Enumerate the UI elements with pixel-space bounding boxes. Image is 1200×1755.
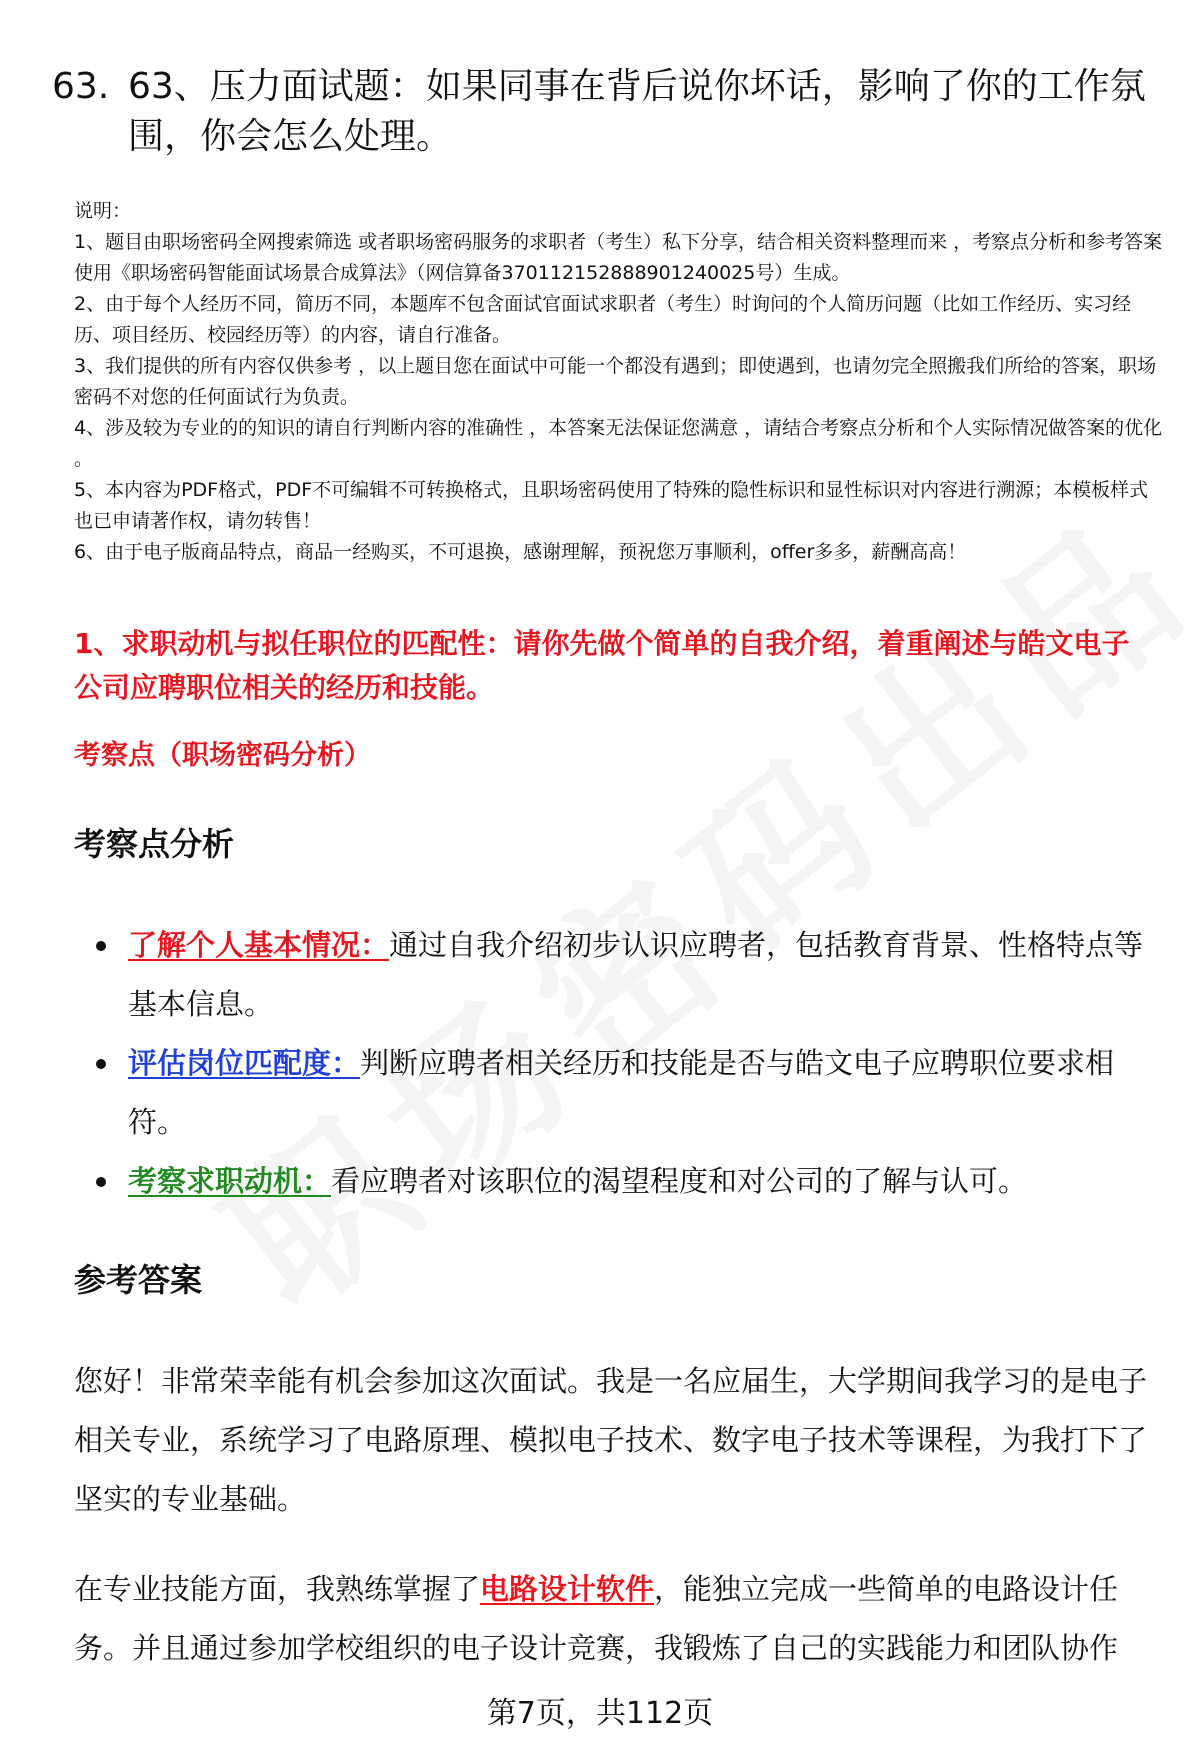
- watermark: [170, 443, 1200, 1353]
- bullet-text: 通过自我介绍初步认识应聘者，包括教育背景、性格特点等基本信息。: [128, 928, 1144, 1021]
- notes-item: 6、由于电子版商品特点，商品一经购买，不可退换，感谢理解，预祝您万事顺利，offer多多，薪酬高高！: [74, 541, 967, 563]
- answer-keyword: 电路设计软件: [480, 1572, 655, 1606]
- list-item: [96, 1034, 1156, 1152]
- answer-paragraph: [74, 1560, 1154, 1678]
- kcd-label: 考察点（职场密码分析）: [74, 740, 371, 771]
- notes-heading: 说明：: [74, 200, 132, 222]
- list-item: [96, 1152, 1156, 1211]
- bullet-text: 判断应聘者相关经历和技能是否与皓文电子应聘职位要求相符。: [128, 1046, 1115, 1139]
- analysis-heading: 考察点分析: [74, 825, 235, 863]
- bullet-keyword: 评估岗位匹配度：: [128, 1046, 361, 1080]
- notes-item: 3、我们提供的所有内容仅供参考 ，以上题目您在面试中可能一个都没有遇到；即使遇到，也请勿完全照搬我们所给的答案，职场密码不对您的任何面试行为负责。: [74, 355, 1157, 408]
- bullet-icon: [96, 941, 106, 951]
- bullet-icon: [96, 1177, 106, 1187]
- notes-item: 4、涉及较为专业的的知识的请自行判断内容的准确性 ，本答案无法保证您满意 ，请结合考察点分析和个人实际情况做答案的优化 。: [74, 417, 1163, 470]
- answer-paragraph: 您好！非常荣幸能有机会参加这次面试。我是一名应届生，大学期间我学习的是电子相关专业，系统学习了电路原理、模拟电子技术、数字电子技术等课程，为我打下了坚实的专业基础。: [74, 1364, 1148, 1516]
- notes-item: 5、本内容为PDF格式，PDF不可编辑不可转换格式，且职场密码使用了特殊的隐性标识和显性标识对内容进行溯源；本模板样式也已申请著作权，请勿转售！: [74, 479, 1149, 532]
- question-title-text: 63、压力面试题：如果同事在背后说你坏话，影响了你的工作氛围，你会怎么处理。: [128, 66, 1146, 157]
- section-title: 1、求职动机与拟任职位的匹配性：请你先做个简单的自我介绍，着重阐述与皓文电子公司应聘职位相关的经历和技能。: [74, 627, 1130, 704]
- bullet-text: 看应聘者对该职位的渴望程度和对公司的了解与认可。: [331, 1164, 1028, 1198]
- notes-item: 2、由于每个人经历不同，简历不同，本题库不包含面试官面试求职者（考生）时询问的个人简历问题（比如工作经历、实习经历、项目经历、校园经历等）的内容，请自行准备。: [74, 293, 1132, 346]
- analysis-list: [96, 916, 1156, 1211]
- page-footer: 第7页，共112页: [486, 1696, 714, 1731]
- question-title: [52, 62, 1162, 162]
- bullet-keyword: 考察求职动机：: [128, 1164, 332, 1198]
- answer-heading: 参考答案: [74, 1261, 203, 1299]
- list-item: [96, 916, 1156, 1034]
- notes-item: 1、题目由职场密码全网搜索筛选 或者职场密码服务的求职者（考生）私下分享，结合相关资料整理而来 ，考察点分析和参考答案使用《职场密码智能面试场景合成算法》（网信算备370112152888901240025号）生成。: [74, 231, 1163, 284]
- question-number: 63.: [52, 66, 110, 107]
- answer-text: 在专业技能方面，我熟练掌握了: [74, 1572, 481, 1606]
- bullet-keyword: 了解个人基本情况：: [128, 928, 390, 962]
- answer-text: ，能独立完成一些简单的电路设计任务。并且通过参加学校组织的电子设计竞赛，我锻炼了自己的实践能力和团队协作: [74, 1572, 1119, 1665]
- notes-block: [74, 196, 1164, 568]
- bullet-icon: [96, 1059, 106, 1069]
